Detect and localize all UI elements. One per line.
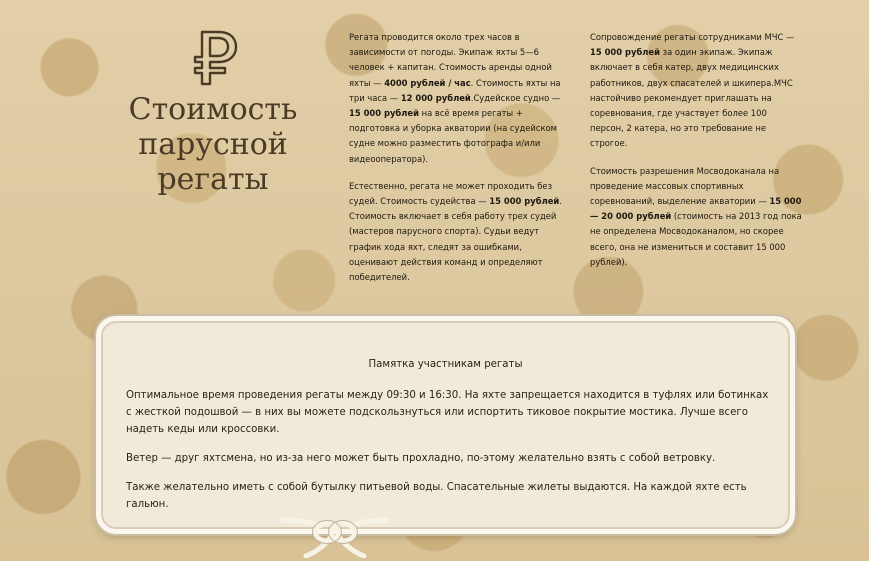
price-highlight: 15 000 рублей <box>349 108 419 119</box>
rescue-service-paragraph: Сопровождение регаты сотрудниками МЧС — 15 000 рублей за один экипаж. Экипаж включает в себя катер, двух медицинских работников, двух спасателей и шкипера.МЧС настойчиво рекомендует приглашать на соревнования, где участвует более 100 персон, 2 катера, но это требование не строгое. <box>590 32 795 149</box>
price-highlight: 12 000 рублей <box>400 92 471 103</box>
price-highlight: 15 000 рублей <box>590 47 660 58</box>
judging-paragraph: Естественно, регата не может проходить без судей. Стоимость судейства — 15 000 рублей. Стоимость включает в себя работу трех судей (мастеров парусного спорта). Судьи ведут график хода яхт, следят за ошибками, оценивают действия команд и определяют победителей. <box>349 180 562 283</box>
rope-knot-icon <box>280 512 390 558</box>
ruble-sign-icon <box>189 30 241 86</box>
page-title: Стоимость парусной регаты <box>128 92 298 197</box>
pricing-column-right <box>590 30 802 282</box>
water-permit-paragraph: Стоимость разрешения Мосводоканала на проведение массовых спортивных соревнований, выделение акватории — 15 000 — 20 000 рублей (стоимость на 2013 год пока не определена Мосводоканалом, но скорее всего, она не измениться и составит 15 000 рублей). <box>590 165 802 267</box>
price-highlight: 15 000 рублей <box>489 196 560 207</box>
memo-title: Памятка участникам регаты <box>368 359 523 370</box>
price-highlight: 15 000 — 20 000 рублей <box>590 196 802 222</box>
memo-paragraph: Оптимальное время проведения регаты между 09:30 и 16:30. На яхте запрещается находится в туфлях или ботинках с жесткой подошвой — в них вы можете подскользнуться или испортить тиковое покрытие мостика. Лучше всего надеть кеды или кроссовки. <box>126 390 769 435</box>
memo-paragraph: Также желательно иметь с собой бутылку питьевой воды. Спасательные жилеты выдаются. На каждой яхте есть гальюн. <box>126 482 747 510</box>
price-highlight: 4000 рублей / час <box>384 77 471 88</box>
memo-body <box>126 387 776 525</box>
participant-memo-panel <box>96 316 795 534</box>
pricing-column-left <box>349 30 563 297</box>
yacht-rental-paragraph: Регата проводится около трех часов в зависимости от погоды. Экипаж яхты 5—6 человек + капитан. Стоимость аренды одной яхты — 4000 рублей / час. Стоимость яхты на три часа — 12 000 рублей.Судейское судно — 15 000 рублей на всё время регаты + подготовка и уборка акватории (на судейском судне можно разместить фотографа и/или видеооператора). <box>349 32 561 164</box>
memo-paragraph: Ветер — друг яхтсмена, но из-за него может быть прохладно, по-этому желательно взять с собой ветровку. <box>126 453 716 464</box>
